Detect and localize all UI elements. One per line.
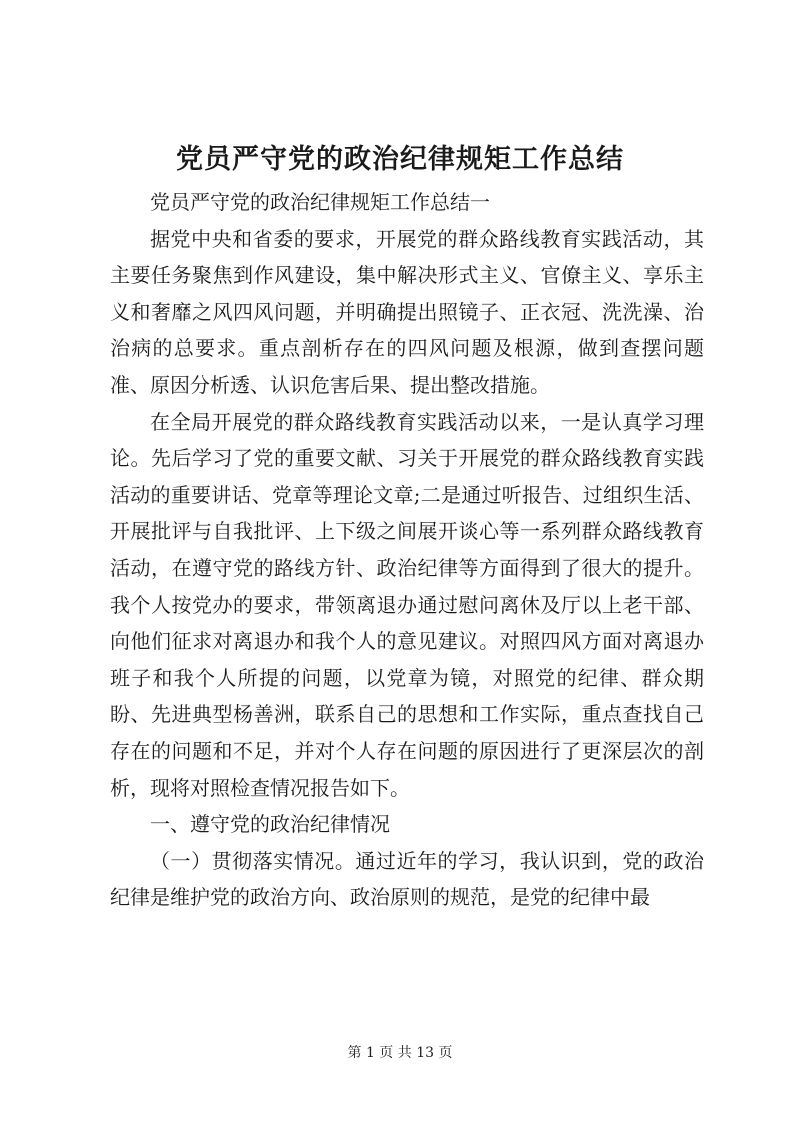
body-paragraph: 据党中央和省委的要求，开展党的群众路线教育实践活动，其主要任务聚焦到作风建设，集中解决形式主义、官僚主义、享乐主义和奢靡之风四风问题，并明确提出照镜子、正衣冠、洗洗澡、治治病的总要求。重点剖析存在的四风问题及根源，做到查摆问题准、原因分析透、认识危害后果、提出整改措施。 xyxy=(110,226,704,397)
document-body xyxy=(110,184,704,916)
body-paragraph: （一）贯彻落实情况。通过近年的学习，我认识到，党的政治纪律是维护党的政治方向、政治原则的规范，是党的纪律中最 xyxy=(110,848,704,910)
page-footer: 第 1 页 共 13 页 xyxy=(347,1045,453,1061)
document-title: 党员严守党的政治纪律规矩工作总结 xyxy=(176,144,624,175)
section-heading: 一、遵守党的政治纪律情况 xyxy=(150,812,390,837)
subtitle-paragraph: 党员严守党的政治纪律规矩工作总结一 xyxy=(150,190,490,214)
body-paragraph: 在全局开展党的群众路线教育实践活动以来，一是认真学习理论。先后学习了党的重要文献、习关于开展党的群众路线教育实践活动的重要讲话、党章等理论文章;二是通过听报告、过组织生活、开展批评与自我批评、上下级之间展开谈心等一系列群众路线教育活动，在遵守党的路线方针、政治纪律等方面得到了很大的提升。我个人按党办的要求，带领离退办通过慰问离休及厅以上老干部、向他们征求对离退办和我个人的意见建议。对照四风方面对离退办班子和我个人所提的问题，以党章为镜，对照党的纪律、群众期盼、先进典型杨善洲，联系自己的思想和工作实际，重点查找自己存在的问题和不足，并对个人存在问题的原因进行了更深层次的剖析，现将对照检查情况报告如下。 xyxy=(110,409,704,800)
